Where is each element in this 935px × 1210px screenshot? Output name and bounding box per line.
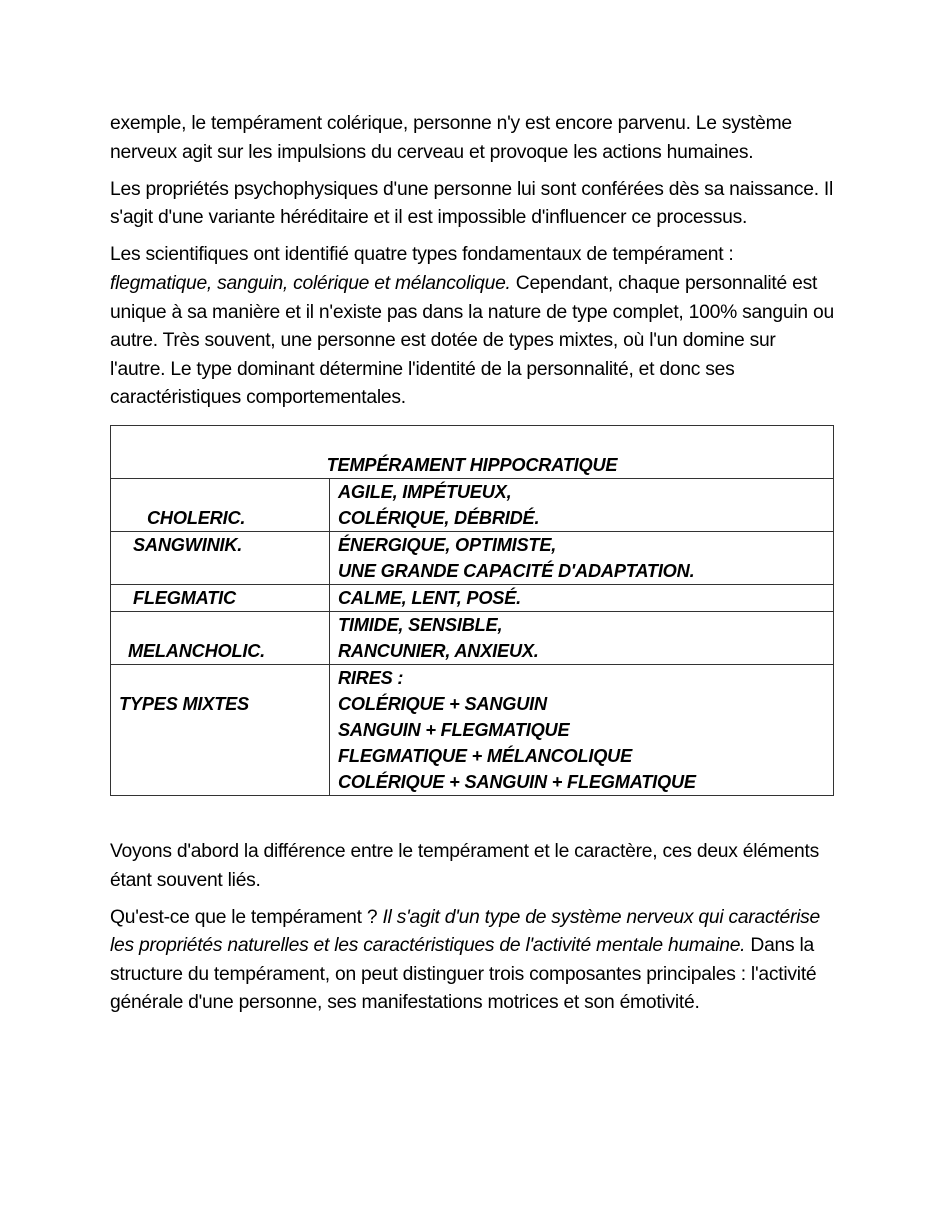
description-line: CALME, LENT, POSÉ. [338, 587, 521, 608]
paragraphs-after-table [110, 838, 835, 1018]
temperament-description-cell [330, 531, 834, 584]
text-run: Les scientifiques ont identifié quatre types fondamentaux de tempérament : [110, 244, 734, 266]
temperament-description-cell [330, 664, 834, 795]
temperament-type-label: TYPES MIXTES [119, 693, 249, 714]
temperament-type-label: FLEGMATIC [133, 587, 236, 608]
table-row [111, 531, 834, 584]
temperament-description-cell [330, 611, 834, 664]
italic-text-run: flegmatique, sanguin, colérique et mélancolique. [110, 272, 511, 294]
description-line: COLÉRIQUE + SANGUIN [338, 693, 547, 714]
description-line: ÉNERGIQUE, OPTIMISTE, [338, 534, 557, 555]
body-paragraph [110, 838, 835, 895]
temperament-table [110, 425, 834, 796]
italic-text-run: Il s'agit d'un type de système nerveux qui caractérise les propriétés naturelles et les caractéristiques de l'activité mentale humaine. [110, 906, 821, 957]
temperament-type-cell [111, 664, 330, 795]
description-line: UNE GRANDE CAPACITÉ D'ADAPTATION. [338, 560, 695, 581]
body-paragraph [110, 176, 835, 233]
paragraphs-before-table [110, 110, 835, 413]
text-run: Les propriétés psychophysiques d'une personne lui sont conférées dès sa naissance. Il s'agit d'une variante héréditaire et il est impossible d'influencer ce processus. [110, 178, 834, 229]
text-run: Dans la structure du tempérament, on peut distinguer trois composantes principales : l'activité générale d'une personne, ses manifestations motrices et son émotivité. [110, 935, 817, 1014]
text-run: Qu'est-ce que le tempérament ? [110, 906, 383, 928]
table-row [111, 664, 834, 795]
temperament-description-cell [330, 584, 834, 611]
description-line: TIMIDE, SENSIBLE, [338, 614, 503, 635]
temperament-type-cell [111, 611, 330, 664]
table-row [111, 478, 834, 531]
page-content [110, 110, 835, 1027]
temperament-type-cell [111, 584, 330, 611]
temperament-type-label: SANGWINIK. [133, 534, 243, 555]
table-title-row [111, 425, 834, 478]
body-paragraph [110, 110, 835, 167]
temperament-type-cell [111, 478, 330, 531]
table-row [111, 611, 834, 664]
text-run: Cependant, chaque personnalité est unique à sa manière et il n'existe pas dans la nature de type complet, 100% sanguin ou autre. Très souvent, une personne est dotée de types mixtes, où l'un domine sur l'autre. Le type dominant détermine l'identité de la personnalité, et donc ses caractéristiques comportementales. [110, 272, 834, 409]
text-run: Voyons d'abord la différence entre le tempérament et le caractère, ces deux éléments étant souvent liés. [110, 840, 820, 891]
description-line: RANCUNIER, ANXIEUX. [338, 640, 539, 661]
temperament-type-cell [111, 531, 330, 584]
table-row [111, 584, 834, 611]
description-line: AGILE, IMPÉTUEUX, [338, 481, 512, 502]
temperament-type-label: CHOLERIC. [147, 507, 246, 528]
table-title: TEMPÉRAMENT HIPPOCRATIQUE [111, 425, 834, 478]
description-line: RIRES : [338, 667, 404, 688]
description-line: FLEGMATIQUE + MÉLANCOLIQUE [338, 745, 633, 766]
body-paragraph [110, 904, 835, 1018]
description-line: COLÉRIQUE + SANGUIN + FLEGMATIQUE [338, 771, 696, 792]
temperament-description-cell [330, 478, 834, 531]
body-paragraph [110, 241, 835, 413]
description-line: SANGUIN + FLEGMATIQUE [338, 719, 570, 740]
temperament-type-label: MELANCHOLIC. [128, 640, 266, 661]
description-line: COLÉRIQUE, DÉBRIDÉ. [338, 507, 540, 528]
text-run: exemple, le tempérament colérique, personne n'y est encore parvenu. Le système nerveux agit sur les impulsions du cerveau et provoque les actions humaines. [110, 113, 792, 163]
